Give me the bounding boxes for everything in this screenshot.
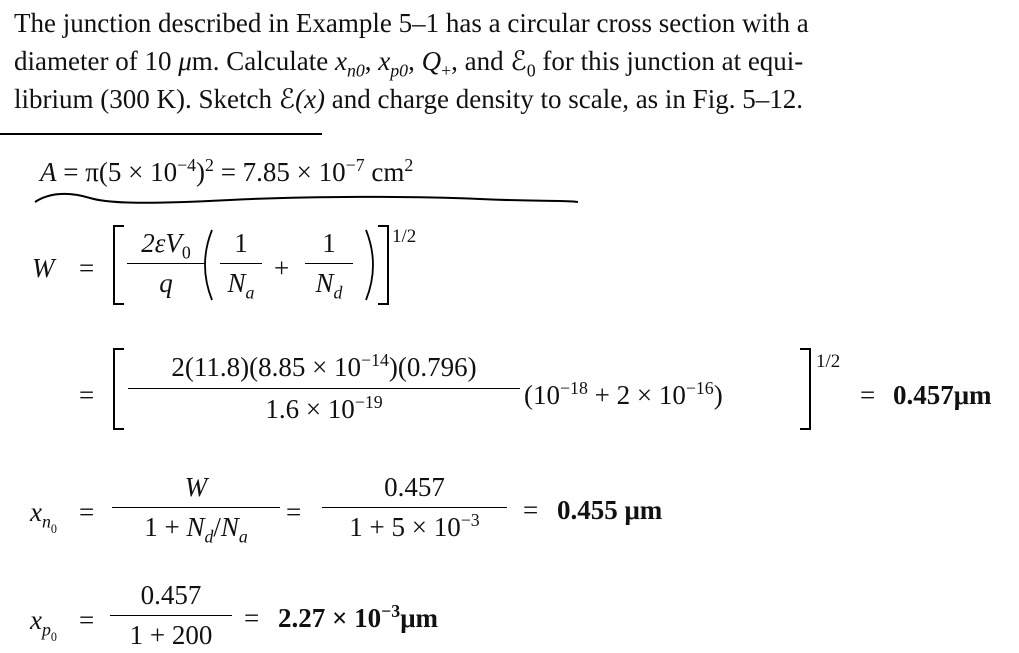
- text-calculate: m. Calculate: [191, 46, 335, 76]
- w-result: 0.457μm: [893, 380, 992, 410]
- equals: =: [79, 497, 95, 527]
- den-1-plus-200: 1 + 200: [129, 620, 213, 650]
- text-charge: and charge density to scale, as in Fig. 5–12.: [325, 84, 803, 114]
- fraction-1-na: [220, 228, 262, 308]
- sub-a: a: [245, 282, 255, 303]
- power-half: 1/2: [392, 226, 417, 247]
- var-field: ℰ: [278, 84, 296, 114]
- exp: −4: [177, 155, 197, 175]
- equals: =: [286, 497, 302, 527]
- area-text: = 7.85 × 10: [213, 157, 346, 187]
- result-mantissa: 2.27 × 10: [278, 603, 382, 633]
- num-0457: 0.457: [384, 472, 445, 502]
- var-x: x: [30, 497, 42, 527]
- denominator: 1.6 × 10: [265, 394, 355, 424]
- var-field: ℰ: [510, 46, 527, 76]
- var-n: N: [186, 512, 205, 542]
- fraction-1-nd: [305, 228, 353, 308]
- sub-0: 0: [50, 630, 57, 645]
- unit: μm: [400, 603, 439, 633]
- den-q: q: [159, 268, 173, 298]
- paren-term: [524, 380, 723, 410]
- exp: 2: [205, 155, 214, 175]
- one: 1: [234, 228, 248, 258]
- area-text: ): [196, 157, 206, 187]
- var-x-arg: (x): [295, 84, 326, 114]
- num-w: W: [184, 472, 208, 502]
- exp: −3: [381, 601, 401, 621]
- slash: /: [213, 512, 221, 542]
- num-0457: 0.457: [140, 580, 202, 610]
- var-q: Q: [421, 46, 442, 76]
- sub-p0: p0: [390, 60, 409, 81]
- equals: =: [244, 603, 260, 633]
- problem-line-3: [14, 80, 1014, 118]
- sub-n: n: [41, 511, 51, 532]
- divider: [0, 133, 322, 135]
- mu-symbol: μ: [178, 46, 192, 76]
- area-text: = π(5 × 10: [56, 157, 178, 187]
- var-w: W: [32, 253, 55, 283]
- sub-zero: 0: [526, 60, 536, 81]
- num-2ev: 2εV: [141, 228, 182, 258]
- text-diameter: diameter of 10: [14, 46, 179, 76]
- equals: =: [860, 380, 876, 410]
- sub-0: 0: [50, 522, 57, 537]
- equals: =: [79, 605, 95, 635]
- sub-0: 0: [181, 242, 191, 263]
- paren-close: ): [713, 380, 723, 410]
- equals: =: [523, 495, 539, 525]
- exp: −18: [560, 378, 588, 398]
- text-junction: for this junction at equi-: [535, 46, 804, 76]
- unit-cm: cm: [364, 157, 405, 187]
- one: 1: [322, 228, 336, 258]
- fraction-0457: [322, 472, 507, 552]
- var-x: x: [378, 46, 391, 76]
- exp: −19: [354, 392, 383, 412]
- sub-d: d: [204, 526, 214, 547]
- exp: −16: [685, 378, 714, 398]
- plus: +: [274, 253, 290, 283]
- var-x: x: [30, 605, 42, 635]
- paren-open: (10: [524, 380, 560, 410]
- power-half: 1/2: [816, 351, 841, 372]
- xn0-result: 0.455 μm: [557, 495, 663, 525]
- sub-a: a: [238, 526, 248, 547]
- fraction-2ev0-q: [127, 228, 205, 308]
- var-n: N: [315, 268, 334, 298]
- sub-n0: n0: [346, 60, 365, 81]
- den-one-plus: 1 +: [144, 512, 187, 542]
- equals: =: [79, 380, 95, 410]
- var-a: A: [40, 157, 57, 187]
- numerator-tail: )(0.796): [388, 352, 477, 382]
- sub-p: p: [41, 619, 51, 640]
- fraction-w-value: [128, 352, 520, 432]
- var-x: x: [334, 46, 347, 76]
- fraction-xp0: [110, 580, 232, 652]
- sub-d: d: [333, 282, 343, 303]
- var-n: N: [227, 268, 246, 298]
- exp: −14: [361, 350, 389, 370]
- area-equation: [40, 157, 413, 187]
- numerator: 2(11.8)(8.85 × 10: [171, 352, 362, 382]
- var-n: N: [220, 512, 239, 542]
- xp0-result: [278, 603, 438, 633]
- problem-statement: [14, 4, 1014, 118]
- wavy-underline: [30, 190, 590, 210]
- exp: 2: [404, 155, 414, 175]
- sub-plus: +: [441, 60, 452, 81]
- text-librium: librium (300 K). Sketch: [14, 84, 279, 114]
- exp: −7: [345, 155, 365, 175]
- problem-line-1: The junction described in Example 5–1 has a circular cross section with a: [14, 8, 809, 38]
- paren-mid: + 2 × 10: [587, 380, 686, 410]
- exp: −3: [460, 510, 480, 530]
- equals: =: [79, 253, 95, 283]
- problem-line-2: diameter of 10 μm. Calculate $x_{n0}$, $x_{p0}$, $Q_+$, and ℰ$_0$ for this junction at equi-: [14, 46, 804, 81]
- den: 1 + 5 × 10: [349, 512, 461, 542]
- fraction-w-over: [112, 472, 280, 552]
